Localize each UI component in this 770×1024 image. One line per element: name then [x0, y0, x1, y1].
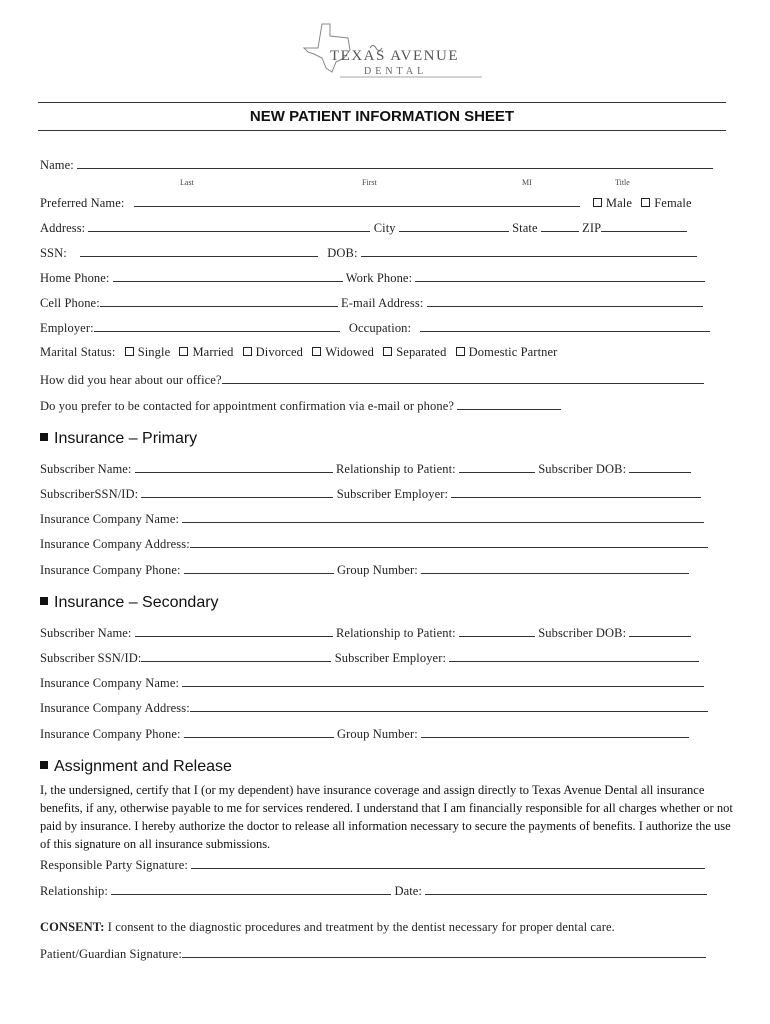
primary-company-phone-label: Insurance Company Phone:	[40, 563, 181, 577]
page-title: NEW PATIENT INFORMATION SHEET	[249, 108, 515, 125]
primary-company-name-field[interactable]	[182, 511, 704, 523]
primary-company-phone-field[interactable]	[184, 562, 334, 574]
primary-employer-label: Subscriber Employer:	[336, 487, 449, 501]
contact-pref-label: Do you prefer to be contacted for appointment confirmation via e-mail or phone?	[40, 399, 455, 413]
employer-row	[40, 320, 710, 336]
secondary-company-phone-row	[40, 726, 689, 742]
cell-phone-field[interactable]	[100, 295, 338, 307]
secondary-company-address-label: Insurance Company Address:	[40, 701, 190, 715]
hear-about-label: How did you hear about our office?	[40, 373, 222, 387]
marital-status-row	[40, 345, 557, 360]
date-field[interactable]	[425, 883, 707, 895]
female-label: Female	[654, 196, 692, 210]
consent-label: CONSENT:	[40, 920, 105, 934]
state-label: State	[512, 221, 538, 235]
employer-label: Employer:	[40, 321, 94, 335]
domestic-partner-label: Domestic Partner	[468, 345, 558, 359]
secondary-company-address-row	[40, 700, 708, 716]
occupation-label: Occupation:	[348, 321, 412, 335]
address-row	[40, 220, 687, 236]
name-label: Name:	[40, 158, 74, 172]
primary-company-name-row	[40, 511, 704, 527]
secondary-subscriber-name-field[interactable]	[135, 625, 333, 637]
zip-label: ZIP	[582, 221, 602, 235]
relationship-date-row	[40, 883, 707, 899]
primary-company-address-label: Insurance Company Address:	[40, 537, 190, 551]
relationship-label: Relationship:	[40, 884, 108, 898]
date-label: Date:	[394, 884, 423, 898]
secondary-company-name-field[interactable]	[182, 675, 704, 687]
texas-avenue-dental-logo	[300, 22, 490, 82]
dob-label: DOB:	[327, 246, 358, 260]
assignment-heading	[40, 758, 232, 776]
secondary-company-phone-field[interactable]	[184, 726, 334, 738]
single-label: Single	[137, 345, 171, 359]
secondary-employer-field[interactable]	[449, 650, 699, 662]
primary-relationship-label: Relationship to Patient:	[335, 462, 456, 476]
single-checkbox[interactable]	[125, 347, 134, 356]
primary-employer-field[interactable]	[451, 486, 701, 498]
divorced-checkbox[interactable]	[243, 347, 252, 356]
preferred-name-row	[40, 195, 692, 211]
address-field[interactable]	[88, 220, 370, 232]
primary-relationship-field[interactable]	[459, 461, 535, 473]
primary-company-address-field[interactable]	[190, 536, 708, 548]
occupation-field[interactable]	[420, 320, 710, 332]
primary-company-address-row	[40, 536, 708, 552]
secondary-subscriber-row	[40, 625, 691, 641]
secondary-subscriber-dob-field[interactable]	[629, 625, 691, 637]
primary-subscriber-name-field[interactable]	[135, 461, 333, 473]
name-sub-last: Last	[180, 178, 194, 187]
name-field[interactable]	[77, 157, 713, 169]
preferred-name-label: Preferred Name:	[40, 196, 125, 210]
primary-subscriber-name-label: Subscriber Name:	[40, 462, 132, 476]
insurance-secondary-heading	[40, 594, 219, 612]
ssn-field[interactable]	[80, 245, 318, 257]
secondary-company-name-row	[40, 675, 704, 691]
patient-signature-label: Patient/Guardian Signature:	[40, 947, 182, 961]
square-bullet-icon	[40, 761, 48, 769]
widowed-label: Widowed	[325, 345, 375, 359]
secondary-subscriber-dob-label: Subscriber DOB:	[538, 626, 627, 640]
assignment-title: Assignment and Release	[54, 758, 232, 775]
primary-company-name-label: Insurance Company Name:	[40, 512, 180, 526]
email-field[interactable]	[427, 295, 703, 307]
title-rule	[38, 130, 726, 131]
email-label: E-mail Address:	[341, 296, 424, 310]
primary-subscriber-dob-label: Subscriber DOB:	[538, 462, 627, 476]
secondary-group-number-field[interactable]	[421, 726, 689, 738]
secondary-subscriber-name-label: Subscriber Name:	[40, 626, 132, 640]
work-phone-label: Work Phone:	[345, 271, 413, 285]
employer-field[interactable]	[94, 320, 340, 332]
insurance-secondary-title: Insurance – Secondary	[54, 594, 219, 611]
work-phone-field[interactable]	[415, 270, 705, 282]
home-phone-field[interactable]	[113, 270, 343, 282]
contact-pref-row	[40, 398, 561, 414]
male-checkbox[interactable]	[593, 198, 602, 207]
home-phone-label: Home Phone:	[40, 271, 110, 285]
state-field[interactable]	[541, 220, 579, 232]
secondary-company-address-field[interactable]	[190, 700, 708, 712]
name-sub-title: Title	[615, 178, 630, 187]
separated-checkbox[interactable]	[383, 347, 392, 356]
married-checkbox[interactable]	[179, 347, 188, 356]
responsible-signature-field[interactable]	[191, 857, 705, 869]
hear-about-row	[40, 372, 704, 388]
secondary-relationship-field[interactable]	[459, 625, 535, 637]
primary-subscriber-row	[40, 461, 691, 477]
female-checkbox[interactable]	[641, 198, 650, 207]
preferred-name-field[interactable]	[134, 195, 580, 207]
secondary-group-number-label: Group Number:	[337, 727, 418, 741]
patient-signature-row	[40, 946, 706, 962]
relationship-field[interactable]	[111, 883, 391, 895]
zip-field[interactable]	[601, 220, 687, 232]
hear-about-field[interactable]	[222, 372, 704, 384]
ssn-label: SSN:	[40, 246, 67, 260]
square-bullet-icon	[40, 433, 48, 441]
separated-label: Separated	[396, 345, 447, 359]
cell-email-row	[40, 295, 703, 311]
primary-ssn-label: SubscriberSSN/ID:	[40, 487, 139, 501]
city-label: City	[373, 221, 396, 235]
address-label: Address:	[40, 221, 86, 235]
assignment-text: I, the undersigned, certify that I (or my dependent) have insurance coverage and assign directly to Texas Avenue Dental all insurance benefits, if any, otherwise payable to me for services rendered. I understand that I am financially responsible for all charges whether or not paid by insurance. I hereby authorize the doctor to release all information necessary to secure the payments of benefits. I authorize the use of this signature on all insurance submissions.	[40, 783, 733, 851]
name-sub-mi: MI	[522, 178, 532, 187]
primary-ssn-row	[40, 486, 701, 502]
primary-subscriber-dob-field[interactable]	[629, 461, 691, 473]
secondary-relationship-label: Relationship to Patient:	[335, 626, 456, 640]
secondary-employer-label: Subscriber Employer:	[334, 651, 447, 665]
primary-ssn-field[interactable]	[141, 486, 333, 498]
logo-name: TEXAS AVENUE	[330, 48, 459, 64]
city-field[interactable]	[399, 220, 509, 232]
name-sub-first: First	[362, 178, 377, 187]
dob-field[interactable]	[361, 245, 697, 257]
responsible-signature-row	[40, 857, 705, 873]
widowed-checkbox[interactable]	[312, 347, 321, 356]
name-row	[40, 157, 713, 173]
logo-subtitle: DENTAL	[364, 66, 428, 77]
primary-group-number-field[interactable]	[421, 562, 689, 574]
secondary-ssn-field[interactable]	[141, 650, 331, 662]
secondary-ssn-label: Subscriber SSN/ID:	[40, 651, 142, 665]
married-label: Married	[192, 345, 234, 359]
insurance-primary-title: Insurance – Primary	[54, 430, 198, 447]
consent-text: I consent to the diagnostic procedures and treatment by the dentist necessary for proper dental care.	[107, 920, 615, 934]
consent-row	[40, 920, 615, 935]
marital-status-label: Marital Status:	[40, 345, 116, 359]
primary-group-number-label: Group Number:	[337, 563, 418, 577]
ssn-dob-row	[40, 245, 697, 261]
square-bullet-icon	[40, 597, 48, 605]
secondary-ssn-row	[40, 650, 699, 666]
secondary-company-phone-label: Insurance Company Phone:	[40, 727, 181, 741]
domestic-partner-checkbox[interactable]	[456, 347, 465, 356]
top-rule	[38, 102, 726, 103]
contact-pref-field[interactable]	[457, 398, 561, 410]
secondary-company-name-label: Insurance Company Name:	[40, 676, 180, 690]
insurance-primary-heading	[40, 430, 197, 448]
phone-row	[40, 270, 705, 286]
cell-phone-label: Cell Phone:	[40, 296, 100, 310]
male-label: Male	[605, 196, 633, 210]
patient-signature-field[interactable]	[182, 946, 706, 958]
responsible-signature-label: Responsible Party Signature:	[40, 858, 188, 872]
divorced-label: Divorced	[255, 345, 303, 359]
primary-company-phone-row	[40, 562, 689, 578]
